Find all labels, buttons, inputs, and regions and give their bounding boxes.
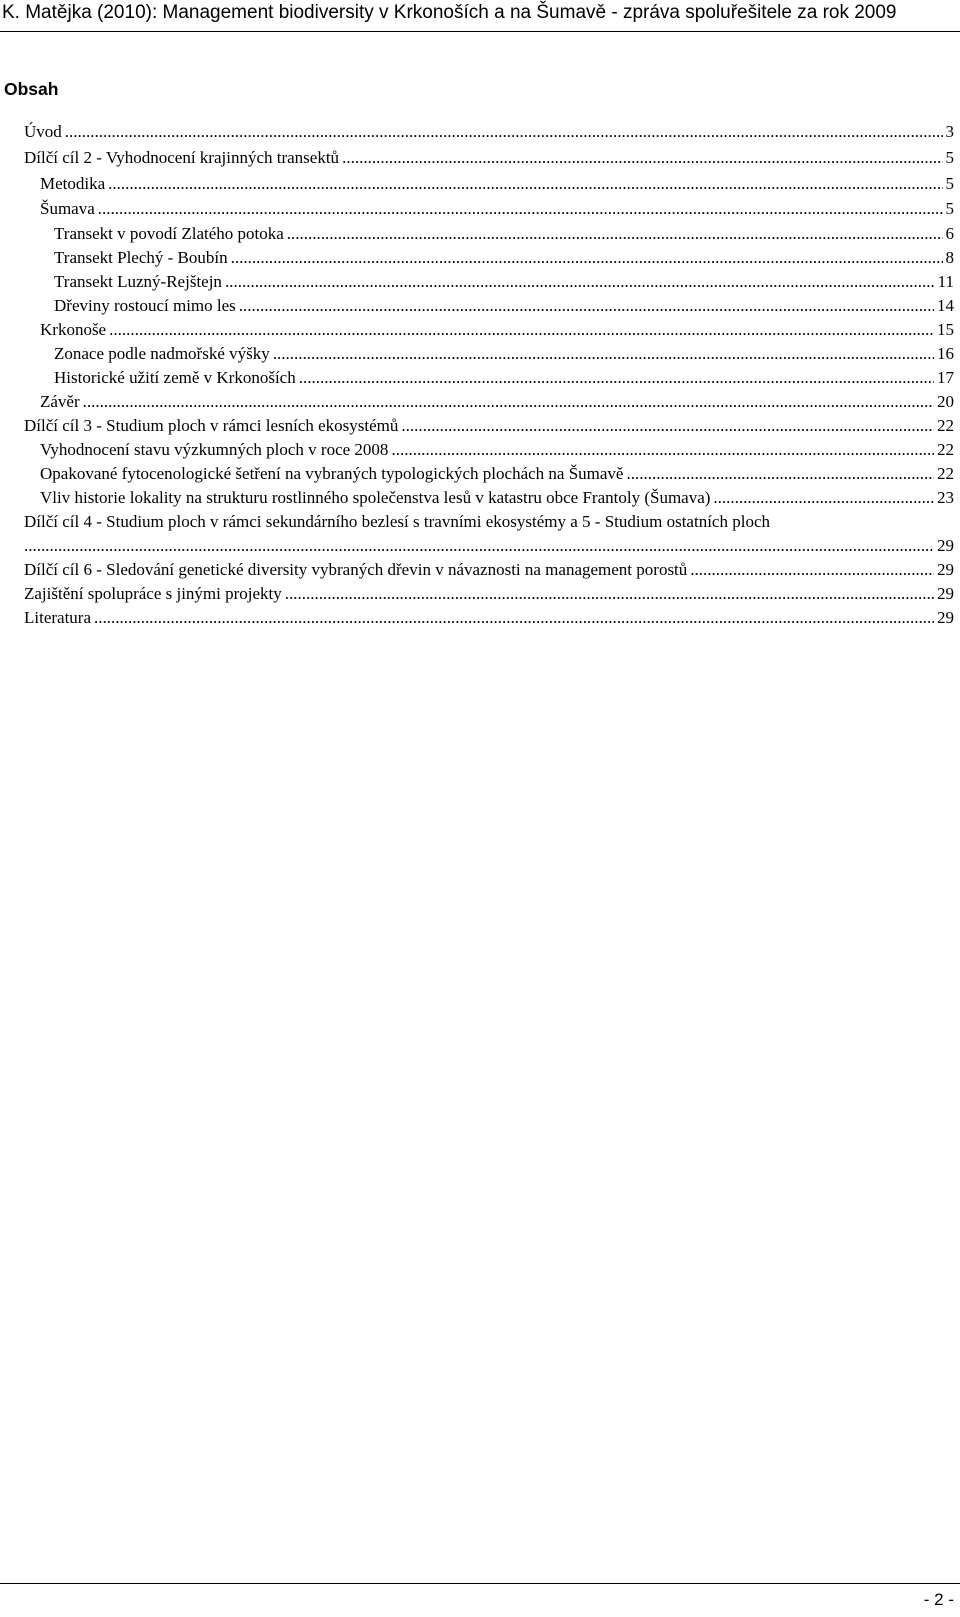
toc-entry-historicke-uziti[interactable] (54, 366, 954, 390)
toc-leader-dots (239, 294, 934, 318)
toc-entry-page: 29 (937, 608, 954, 627)
toc-leader-dots (391, 438, 934, 462)
toc-entry-title: Úvod (24, 122, 62, 141)
toc-entry-sumava[interactable] (40, 197, 954, 221)
toc-entry-title: Historické užití země v Krkonoších (54, 368, 296, 387)
toc-leader-dots (285, 582, 934, 606)
toc-leader-dots (287, 222, 943, 246)
toc-entry-page: 11 (937, 272, 954, 291)
toc-entry-page: 8 (945, 248, 954, 267)
toc-entry-dilci-cil-6[interactable] (24, 558, 954, 582)
toc-entry-zajisteni-spoluprace[interactable] (24, 582, 954, 606)
toc-entry-zaver[interactable] (40, 390, 954, 414)
toc-entry-title: Vliv historie lokality na strukturu rostlinného společenstva lesů v katastru obce Frantoly (Šumava) (40, 488, 711, 507)
toc-entry-title: Závěr (40, 392, 80, 411)
toc-entry-title: Šumava (40, 199, 95, 218)
toc-entry-page: 23 (937, 488, 954, 507)
toc-leader-dots (713, 486, 934, 510)
toc-entry-page: 22 (937, 464, 954, 483)
toc-entry-title: Transekt v povodí Zlatého potoka (54, 224, 284, 243)
toc-entry-page: 22 (937, 416, 954, 435)
toc-entry-title: Dílčí cíl 3 - Studium ploch v rámci lesních ekosystémů (24, 416, 399, 435)
toc-entry-title: Opakované fytocenologické šetření na vybraných typologických plochách na Šumavě (40, 464, 624, 483)
toc-leader-dots (24, 534, 934, 558)
toc-leader-dots (109, 318, 934, 342)
toc-entry-vliv-historie[interactable] (40, 486, 954, 510)
toc-entry-uvod[interactable] (24, 120, 954, 144)
toc-entry-title: Dílčí cíl 6 - Sledování genetické diversity vybraných dřevin v návaznosti na management porostů (24, 560, 688, 579)
toc-leader-dots (108, 172, 942, 196)
toc-entry-page: 6 (945, 224, 954, 243)
toc-entry-page: 29 (937, 584, 954, 603)
toc-entry-page: 5 (945, 174, 954, 193)
toc-entry-page: 17 (937, 368, 954, 387)
toc-entry-dilci-cil-4[interactable] (24, 510, 954, 558)
toc-leader-dots (231, 246, 943, 270)
toc-leader-dots (65, 120, 943, 144)
toc-entry-title: Zonace podle nadmořské výšky (54, 344, 270, 363)
toc-entry-title: Vyhodnocení stavu výzkumných ploch v roce 2008 (40, 440, 389, 459)
toc-leader-dots (690, 558, 934, 582)
toc-entry-dreviny-mimo-les[interactable] (54, 294, 954, 318)
toc-entry-vyhodnoceni-ploch[interactable] (40, 438, 954, 462)
toc-entry-dilci-cil-3[interactable] (24, 414, 954, 438)
toc-heading: Obsah (4, 79, 59, 99)
toc-entry-transekt-luzny-rejstejn[interactable] (54, 270, 954, 294)
toc-entry-page: 5 (945, 148, 954, 167)
toc-leader-dots (94, 606, 934, 630)
toc-leader-dots (626, 462, 934, 486)
toc-entry-literatura[interactable] (24, 606, 954, 630)
toc-entry-title: Dílčí cíl 2 - Vyhodnocení krajinných transektů (24, 148, 340, 167)
toc-entry-title: Zajištění spolupráce s jinými projekty (24, 584, 282, 603)
toc-entry-title: Metodika (40, 174, 106, 193)
toc-entry-transekt-plechy-boubin[interactable] (54, 246, 954, 270)
toc-entry-page: 3 (945, 122, 954, 141)
toc-entry-title: Dřeviny rostoucí mimo les (54, 296, 236, 315)
footer-rule (0, 1583, 960, 1584)
toc-entry-page: 5 (945, 199, 954, 218)
toc-entry-page: 14 (937, 296, 954, 315)
page-header (0, 0, 960, 32)
toc-entry-page: 20 (937, 392, 954, 411)
toc-leader-dots (98, 197, 943, 221)
toc-entry-metodika[interactable] (40, 172, 954, 196)
toc-entry-title: Krkonoše (40, 320, 107, 339)
toc-entry-transekt-zlaty-potok[interactable] (54, 222, 954, 246)
toc-leader-dots (225, 270, 935, 294)
toc-entry-page: 22 (937, 440, 954, 459)
toc-entry-page: 29 (937, 560, 954, 579)
toc-leader-dots (83, 390, 934, 414)
toc-entry-krkonose[interactable] (40, 318, 954, 342)
toc-leader-dots (273, 342, 934, 366)
toc-entry-page: 15 (937, 320, 954, 339)
toc-entry-zonace[interactable] (54, 342, 954, 366)
toc-leader-dots (299, 366, 934, 390)
toc-entry-title: Literatura (24, 608, 92, 627)
toc-entry-title: Dílčí cíl 4 - Studium ploch v rámci sekundárního bezlesí s travními ekosystémy a 5 - Studium ostatních ploch (24, 512, 770, 531)
header-title: K. Matějka (2010): Management biodiversity v Krkonoších a na Šumavě - zpráva spoluřešitele za rok 2009 (2, 2, 897, 23)
toc-leader-dots (342, 146, 942, 170)
toc-entry-title: Transekt Luzný-Rejštejn (54, 272, 222, 291)
page-number: - 2 - (923, 1590, 954, 1609)
toc-entry-page: 29 (937, 536, 954, 555)
toc-entry-title: Transekt Plechý - Boubín (54, 248, 228, 267)
toc-entry-fytocenologicke-setreni[interactable] (40, 462, 954, 486)
toc-entry-dilci-cil-2[interactable] (24, 146, 954, 170)
toc-leader-dots (401, 414, 934, 438)
toc-entry-page: 16 (937, 344, 954, 363)
